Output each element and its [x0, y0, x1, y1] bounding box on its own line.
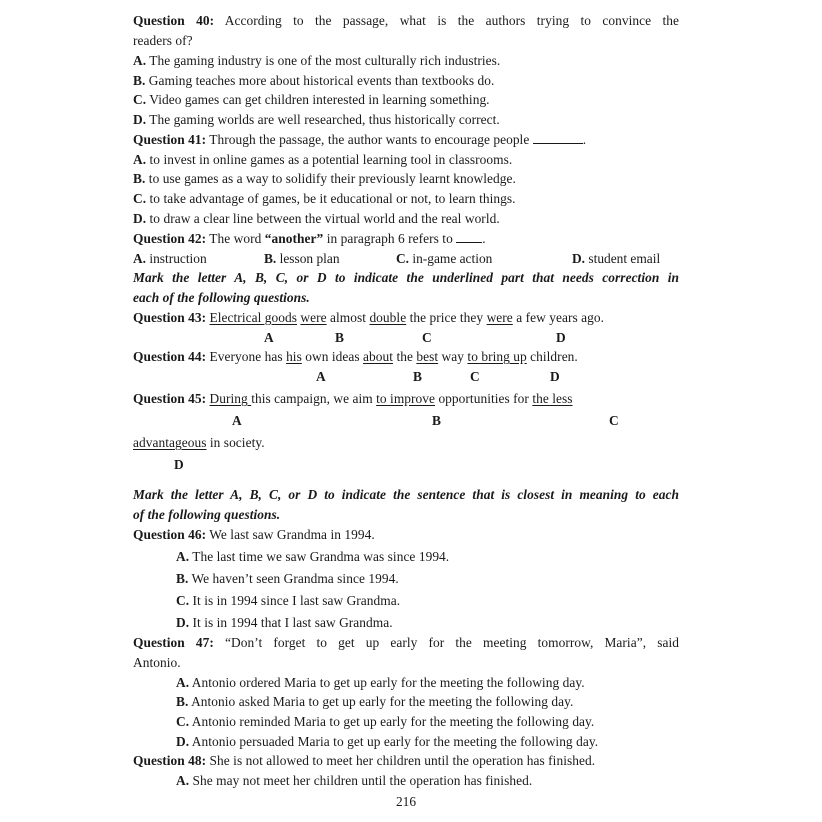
option-text: Antonio asked Maria to get up early for the meeting the following day. [191, 694, 574, 709]
option-48-a[interactable] [176, 772, 532, 790]
option-letter: A. [133, 152, 147, 167]
section-instruction-error: Mark the letter A, B, C, or D to indicate the underlined part that needs correction in [133, 270, 679, 285]
option-text: Antonio reminded Maria to get up early for the meeting the following day. [191, 714, 595, 729]
underlined-part-c: the less [532, 391, 573, 406]
question-text: Through the passage, the author wants to encourage people [209, 132, 530, 147]
choice-label-a[interactable]: A [264, 330, 274, 345]
section-instruction-error-cont: each of the following questions. [133, 290, 310, 305]
question-40-label: Question 40: [133, 13, 215, 28]
sentence-text: the price they [409, 310, 484, 325]
option-text: to draw a clear line between the virtual world and the real world. [149, 211, 500, 226]
option-text: to invest in online games as a potential learning tool in classrooms. [149, 152, 513, 167]
underlined-part-d: to bring up [467, 349, 527, 364]
choice-label-b[interactable]: B [432, 413, 441, 428]
question-42-label: Question 42: [133, 231, 207, 246]
option-letter: A. [176, 549, 190, 564]
choice-label-b[interactable]: B [413, 369, 422, 384]
quoted-word: “another” [264, 231, 324, 246]
question-45-label: Question 45: [133, 391, 207, 406]
question-48-label: Question 48: [133, 753, 207, 768]
question-42-stem [133, 230, 486, 248]
sentence-text: way [441, 349, 465, 364]
section-instruction-meaning-cont: of the following questions. [133, 507, 281, 522]
question-text: in paragraph 6 refers to [326, 231, 453, 246]
option-letter: B. [133, 73, 146, 88]
option-text: Gaming teaches more about historical events than textbooks do. [148, 73, 495, 88]
option-41-d[interactable] [133, 210, 500, 228]
option-text: Antonio persuaded Maria to get up early for the meeting the following day. [191, 734, 599, 749]
sentence-text: the [396, 349, 413, 364]
option-text: We haven’t seen Grandma since 1994. [191, 571, 399, 586]
option-47-a[interactable] [176, 674, 585, 692]
choice-label-b[interactable]: B [335, 330, 344, 345]
option-letter: D. [176, 734, 190, 749]
option-text: lesson plan [279, 251, 340, 266]
option-46-c[interactable] [176, 592, 400, 610]
underlined-part-b: were [300, 310, 327, 325]
choice-label-c[interactable]: C [422, 330, 432, 345]
underlined-part-c: best [416, 349, 439, 364]
underlined-part-c: double [369, 310, 407, 325]
option-letter: D. [572, 251, 586, 266]
option-40-c[interactable] [133, 91, 490, 109]
option-41-c[interactable] [133, 190, 516, 208]
choice-label-d[interactable]: D [550, 369, 560, 384]
option-40-d[interactable] [133, 111, 500, 129]
option-letter: C. [133, 191, 147, 206]
period: . [582, 132, 587, 147]
option-47-d[interactable] [176, 733, 598, 751]
question-44-label: Question 44: [133, 349, 207, 364]
option-letter: C. [133, 92, 147, 107]
underlined-part-d: advantageous [133, 435, 207, 450]
option-41-b[interactable] [133, 170, 516, 188]
sentence-text: opportunities for [438, 391, 529, 406]
underlined-part-a: Electrical goods [209, 310, 297, 325]
choice-label-a[interactable]: A [316, 369, 326, 384]
question-43-stem [133, 309, 604, 327]
choice-label-a[interactable]: A [232, 413, 242, 428]
question-47-label: Question 47: [133, 635, 214, 650]
option-letter: C. [176, 714, 190, 729]
sentence-text: Everyone has [209, 349, 283, 364]
answer-blank [456, 231, 482, 243]
sentence-text: a few years ago. [516, 310, 604, 325]
question-40-stem [133, 12, 679, 30]
sentence-text: children. [530, 349, 578, 364]
option-letter: B. [176, 571, 189, 586]
option-text: It is in 1994 since I last saw Grandma. [192, 593, 401, 608]
page-number: 216 [395, 794, 417, 809]
option-42-c[interactable] [396, 250, 492, 268]
option-text: Antonio ordered Maria to get up early for the meeting the following day. [191, 675, 585, 690]
question-41-label: Question 41: [133, 132, 207, 147]
option-letter: A. [176, 773, 190, 788]
option-letter: A. [133, 53, 147, 68]
question-40-stem-cont: readers of? [133, 33, 193, 48]
answer-blank [533, 132, 583, 144]
option-42-d[interactable] [572, 250, 660, 268]
option-40-b[interactable] [133, 72, 494, 90]
option-46-b[interactable] [176, 570, 399, 588]
question-text: We last saw Grandma in 1994. [209, 527, 375, 542]
question-45-stem [133, 390, 573, 408]
choice-label-d[interactable]: D [556, 330, 566, 345]
underlined-part-b: to improve [376, 391, 436, 406]
question-text: According to the passage, what is the authors trying to convince the [224, 13, 679, 28]
option-letter: A. [176, 675, 190, 690]
option-letter: C. [396, 251, 410, 266]
question-47-stem-cont: Antonio. [133, 655, 181, 670]
question-47-stem [133, 634, 679, 652]
underlined-part-a: During [209, 391, 252, 406]
option-letter: B. [176, 694, 189, 709]
option-text: instruction [149, 251, 207, 266]
question-text: “Don’t forget to get up early for the meeting tomorrow, Maria”, said [224, 635, 679, 650]
option-letter: A. [133, 251, 147, 266]
option-text: to use games as a way to solidify their previously learnt knowledge. [148, 171, 516, 186]
option-42-b[interactable] [264, 250, 340, 268]
option-47-c[interactable] [176, 713, 594, 731]
option-40-a[interactable] [133, 52, 500, 70]
sentence-text: this campaign, we aim [251, 391, 373, 406]
question-41-stem [133, 131, 586, 149]
question-46-label: Question 46: [133, 527, 207, 542]
underlined-part-a: his [286, 349, 302, 364]
option-42-a[interactable] [133, 250, 207, 268]
option-letter: D. [133, 112, 147, 127]
option-text: It is in 1994 that I last saw Grandma. [192, 615, 393, 630]
option-text: The gaming worlds are well researched, thus historically correct. [149, 112, 500, 127]
period: . [482, 231, 486, 246]
option-letter: B. [264, 251, 277, 266]
option-letter: B. [133, 171, 146, 186]
option-46-a[interactable] [176, 548, 449, 566]
underlined-part-d: were [486, 310, 513, 325]
sentence-text: own ideas [305, 349, 360, 364]
option-text: in-game action [412, 251, 493, 266]
option-text: The gaming industry is one of the most culturally rich industries. [149, 53, 501, 68]
option-text: She may not meet her children until the operation has finished. [192, 773, 533, 788]
sentence-text: in society. [209, 435, 265, 450]
option-text: Video games can get children interested in learning something. [149, 92, 490, 107]
question-text: The word [209, 231, 262, 246]
question-48-stem [133, 752, 595, 770]
question-46-stem [133, 526, 375, 544]
question-43-label: Question 43: [133, 310, 207, 325]
option-46-d[interactable] [176, 614, 393, 632]
option-letter: D. [133, 211, 147, 226]
choice-label-d[interactable]: D [174, 457, 184, 472]
option-text: student email [588, 251, 661, 266]
option-letter: C. [176, 593, 190, 608]
sentence-text: almost [330, 310, 367, 325]
choice-label-c[interactable]: C [609, 413, 619, 428]
choice-label-c[interactable]: C [470, 369, 480, 384]
option-47-b[interactable] [176, 693, 573, 711]
option-41-a[interactable] [133, 151, 512, 169]
option-text: to take advantage of games, be it educational or not, to learn things. [149, 191, 516, 206]
question-44-stem [133, 348, 578, 366]
option-text: The last time we saw Grandma was since 1994. [192, 549, 450, 564]
question-45-stem-cont [133, 434, 265, 452]
option-letter: D. [176, 615, 190, 630]
underlined-part-b: about [363, 349, 394, 364]
question-text: She is not allowed to meet her children until the operation has finished. [209, 753, 596, 768]
section-instruction-meaning: Mark the letter A, B, C, or D to indicate the sentence that is closest in meaning to each [133, 487, 679, 502]
